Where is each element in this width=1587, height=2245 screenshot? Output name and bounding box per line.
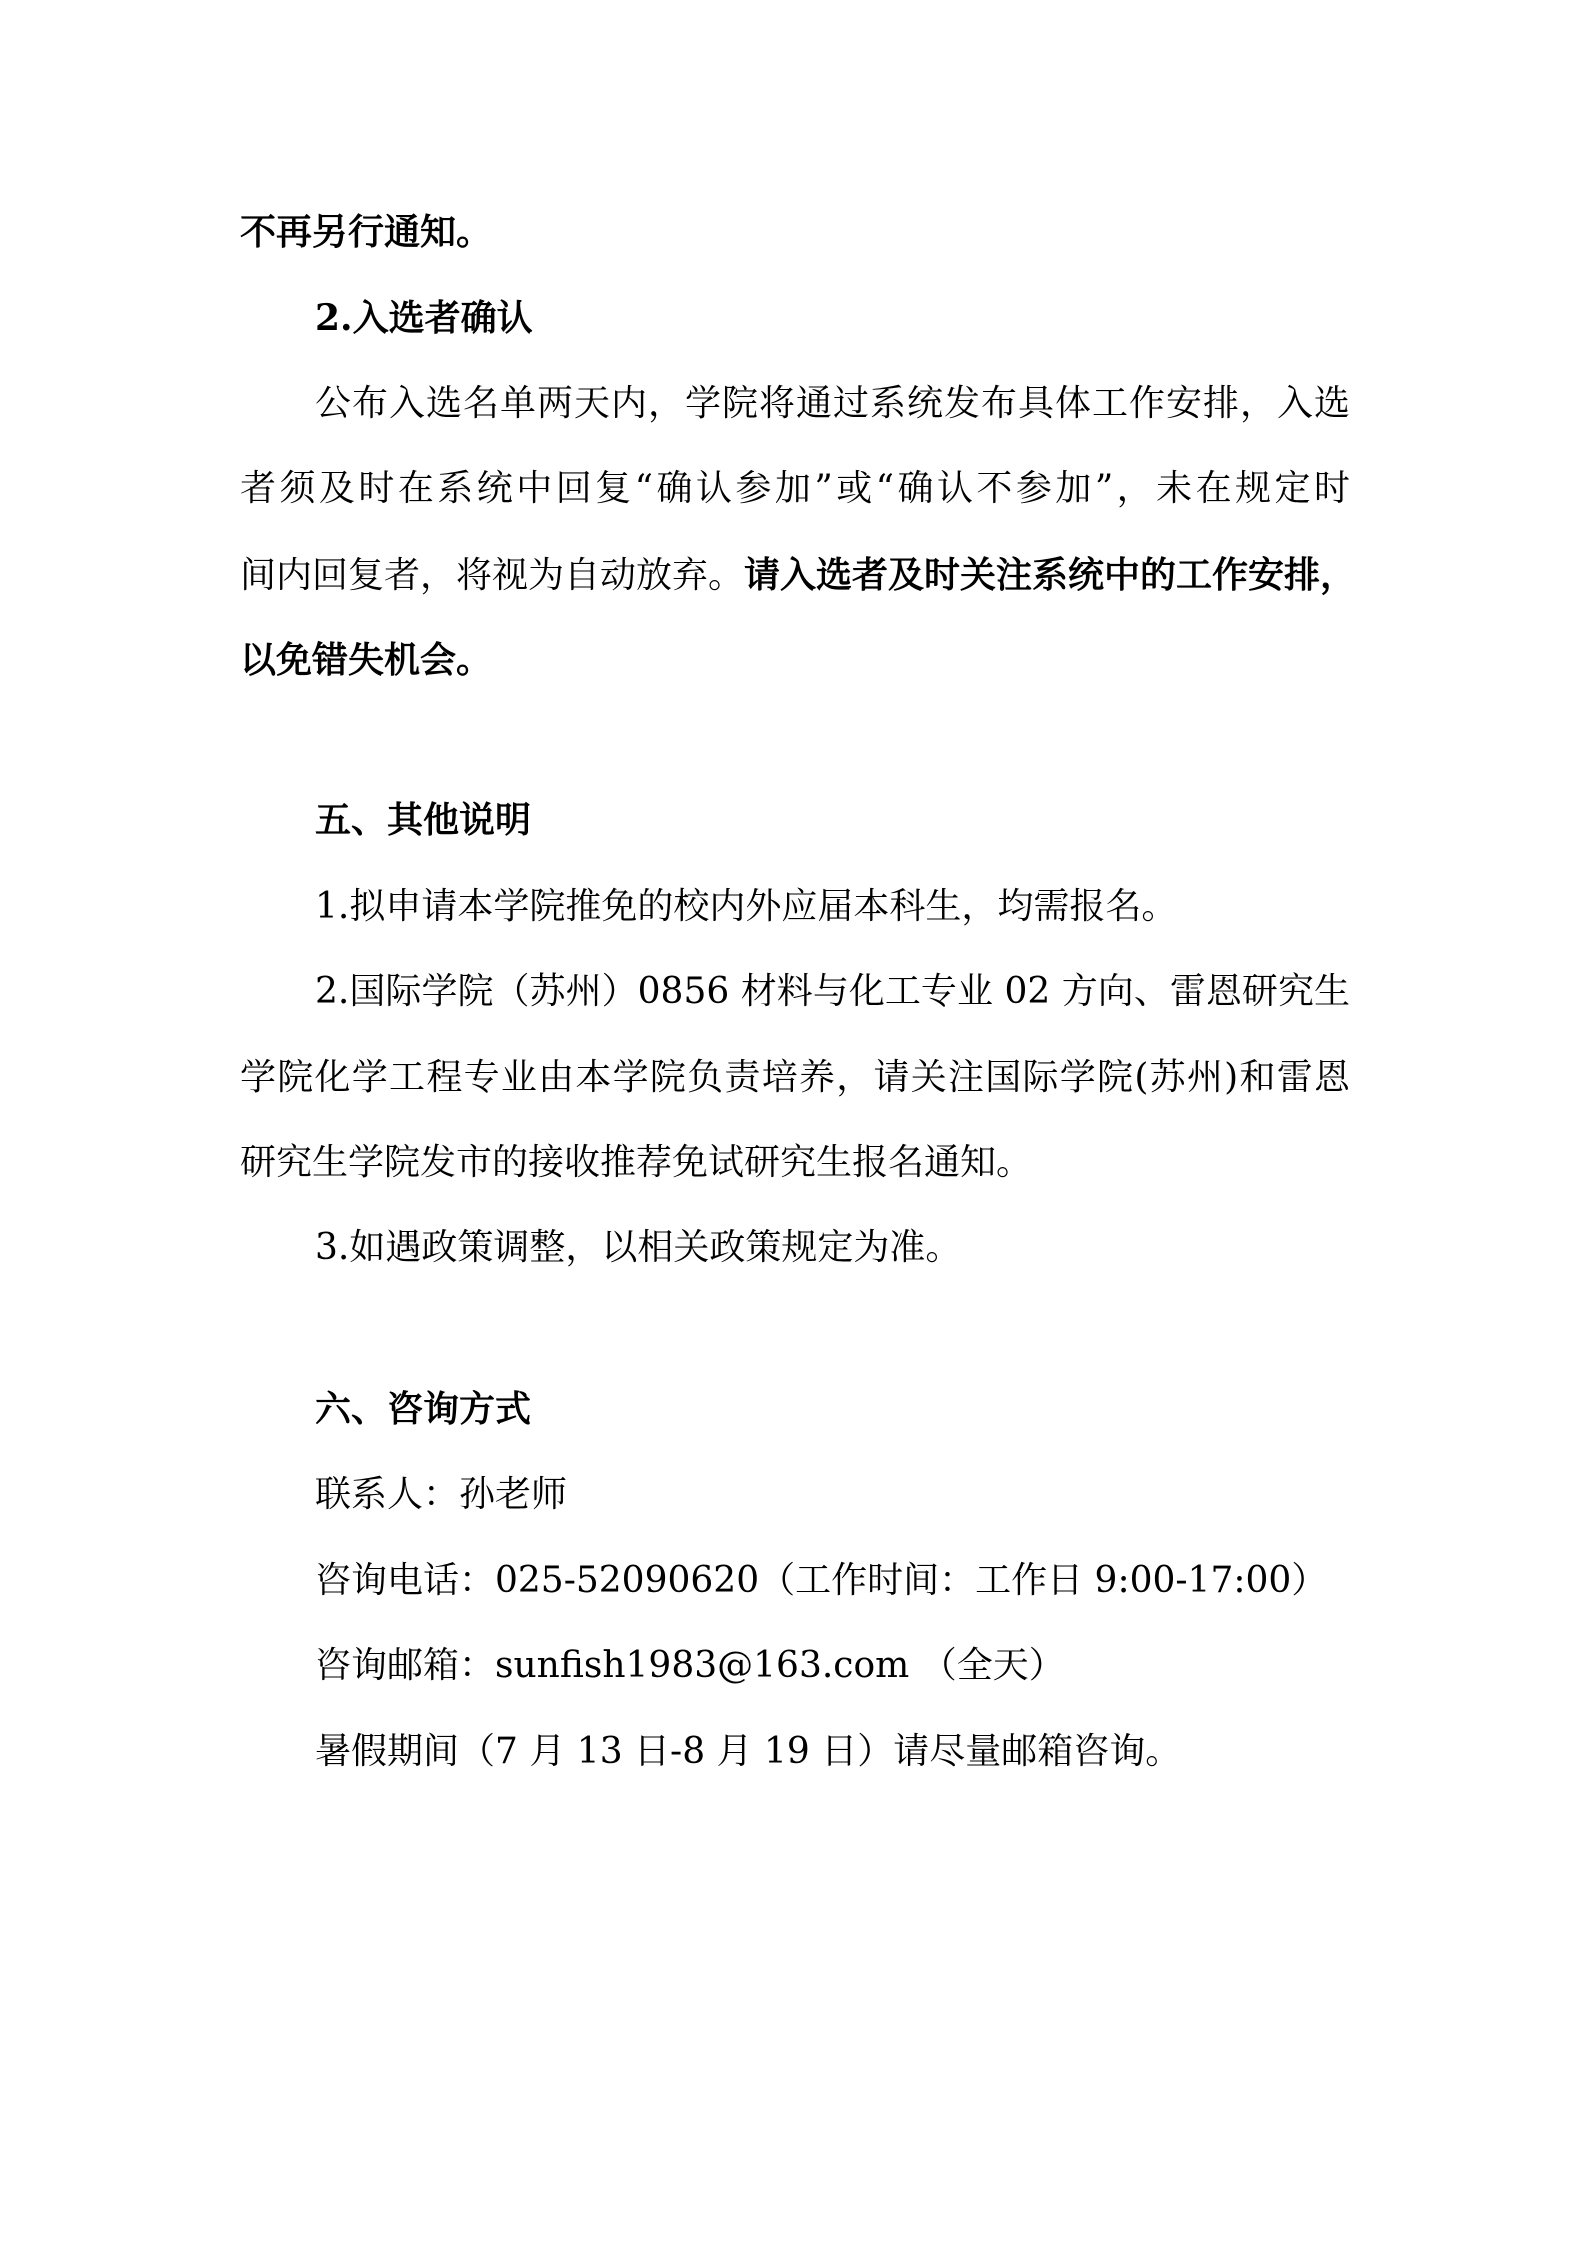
other-notes-item-1: 1.拟申请本学院推免的校内外应届本科生，均需报名。 [315, 886, 1178, 927]
section-heading-other-notes: 五、其他说明 [315, 799, 532, 841]
continuation-text: 不再另行通知。 [240, 211, 493, 253]
other-notes-item-2-line-3: 研究生学院发市的接收推荐免试研究生报名通知。 [240, 1142, 1033, 1183]
confirmation-paragraph-line-1: 公布入选名单两天内，学院将通过系统发布具体工作安排，入选 [315, 383, 1350, 424]
confirmation-paragraph-bold-text: 请入选者及时关注系统中的工作安排， [744, 554, 1357, 596]
other-notes-item-3: 3.如遇政策调整，以相关政策规定为准。 [315, 1227, 962, 1268]
confirmation-paragraph-line-4: 以免错失机会。 [240, 639, 493, 681]
section-heading-contact: 六、咨询方式 [315, 1388, 532, 1430]
subsection-heading-confirmation: 2.入选者确认 [315, 297, 533, 339]
confirmation-paragraph-normal-text: 间内回复者，将视为自动放弃。 [240, 555, 745, 596]
summer-notice: 暑假期间（7 月 13 日-8 月 19 日）请尽量邮箱咨询。 [315, 1731, 1182, 1772]
contact-person: 联系人：孙老师 [315, 1474, 568, 1515]
contact-phone: 咨询电话：025-52090620（工作时间：工作日 9:00-17:00） [315, 1560, 1328, 1601]
other-notes-item-2-line-1: 2.国际学院（苏州）0856 材料与化工专业 02 方向、雷恩研究生 [315, 971, 1350, 1012]
confirmation-paragraph-line-2: 者须及时在系统中回复“确认参加”或“确认不参加”，未在规定时 [240, 468, 1350, 509]
other-notes-item-2-line-2: 学院化学工程专业由本学院负责培养，请关注国际学院(苏州)和雷恩 [240, 1057, 1350, 1098]
contact-email: 咨询邮箱：sunfish1983@163.com （全天） [315, 1645, 1065, 1686]
confirmation-paragraph-line-3 [240, 550, 1356, 601]
